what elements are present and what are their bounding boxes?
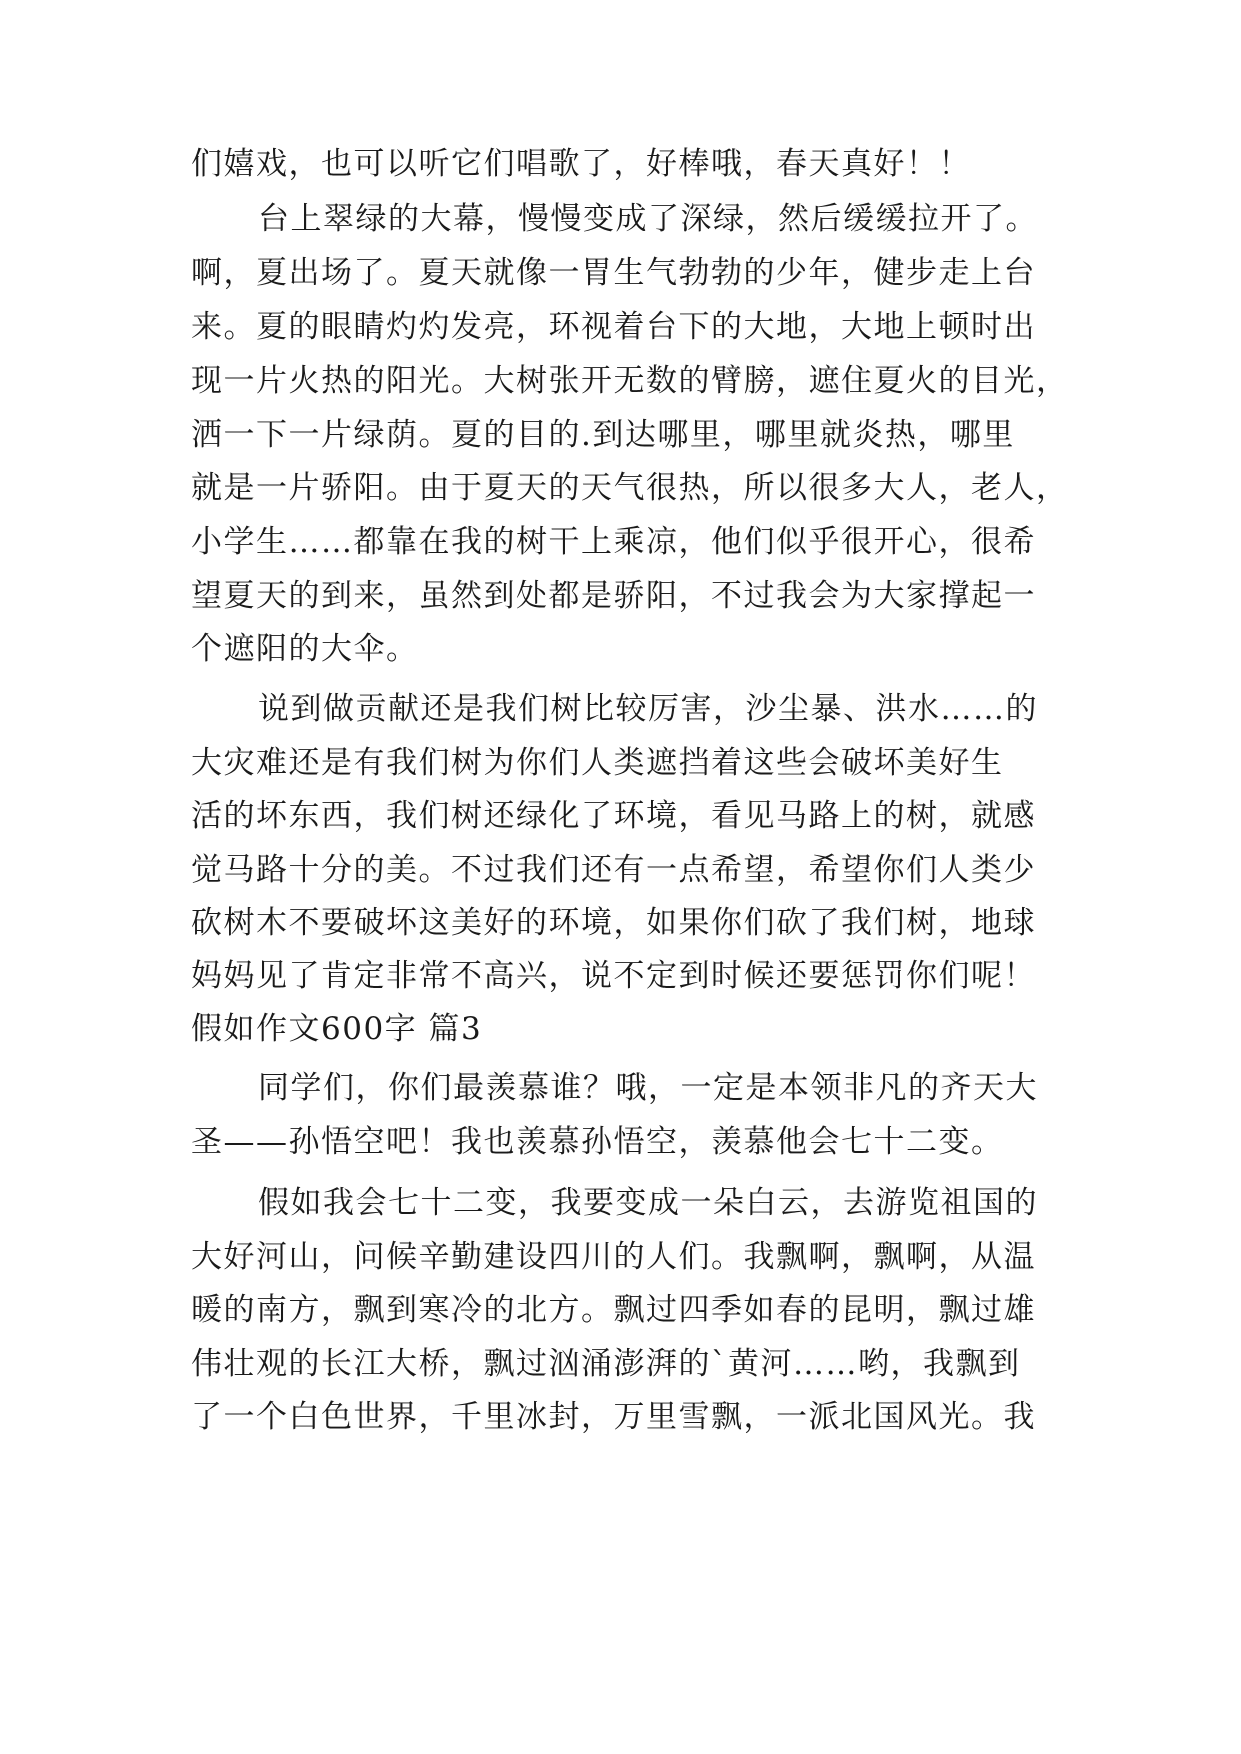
text-line: 活的坏东西，我们树还绿化了环境，看见马路上的树，就感: [191, 798, 1036, 834]
text-line: 个遮阳的大伞。: [191, 631, 419, 667]
text-line: 假如我会七十二变，我要变成一朵白云，去游览祖国的: [258, 1185, 1038, 1221]
text-line: 觉马路十分的美。不过我们还有一点希望，希望你们人类少: [191, 852, 1036, 888]
text-line: 洒一下一片绿荫。夏的目的.到达哪里，哪里就炎热，哪里: [191, 417, 1015, 453]
text-line: 就是一片骄阳。由于夏天的天气很热，所以很多大人，老人，: [191, 470, 1069, 506]
text-line: 同学们，你们最羡慕谁？哦，一定是本领非凡的齐天大: [258, 1070, 1038, 1106]
text-line: 望夏天的到来，虽然到处都是骄阳，不过我会为大家撑起一: [191, 578, 1036, 614]
text-line: 现一片火热的阳光。大树张开无数的臂膀，遮住夏火的目光，: [191, 363, 1069, 399]
text-line: 砍树木不要破坏这美好的环境，如果你们砍了我们树，地球: [191, 905, 1036, 941]
text-line: 圣——孙悟空吧！我也羡慕孙悟空，羡慕他会七十二变。: [191, 1124, 1004, 1160]
text-line: 台上翠绿的大幕，慢慢变成了深绿，然后缓缓拉开了。: [258, 201, 1038, 237]
text-line: 伟壮观的长江大桥，飘过汹涌澎湃的`黄河……哟，我飘到: [191, 1346, 1021, 1382]
text-line: 暖的南方，飘到寒冷的北方。飘过四季如春的昆明，飘过雄: [191, 1292, 1036, 1328]
text-line: 小学生……都靠在我的树干上乘凉，他们似乎很开心，很希: [191, 524, 1036, 560]
section-heading: 假如作文600字 篇3: [191, 1011, 483, 1047]
text-line: 们嬉戏，也可以听它们唱歌了，好棒哦，春天真好！！: [191, 146, 971, 182]
text-line: 啊，夏出场了。夏天就像一胃生气勃勃的少年，健步走上台: [191, 255, 1036, 291]
text-line: 来。夏的眼睛灼灼发亮，环视着台下的大地，大地上顿时出: [191, 309, 1036, 345]
text-line: 大灾难还是有我们树为你们人类遮挡着这些会破坏美好生: [191, 745, 1004, 781]
text-line: 妈妈见了肯定非常不高兴，说不定到时候还要惩罚你们呢！: [191, 958, 1036, 994]
text-line: 说到做贡献还是我们树比较厉害，沙尘暴、洪水……的: [258, 691, 1038, 727]
text-line: 大好河山，问候辛勤建设四川的人们。我飘啊，飘啊，从温: [191, 1239, 1036, 1275]
text-line: 了一个白色世界，千里冰封，万里雪飘，一派北国风光。我: [191, 1399, 1036, 1435]
